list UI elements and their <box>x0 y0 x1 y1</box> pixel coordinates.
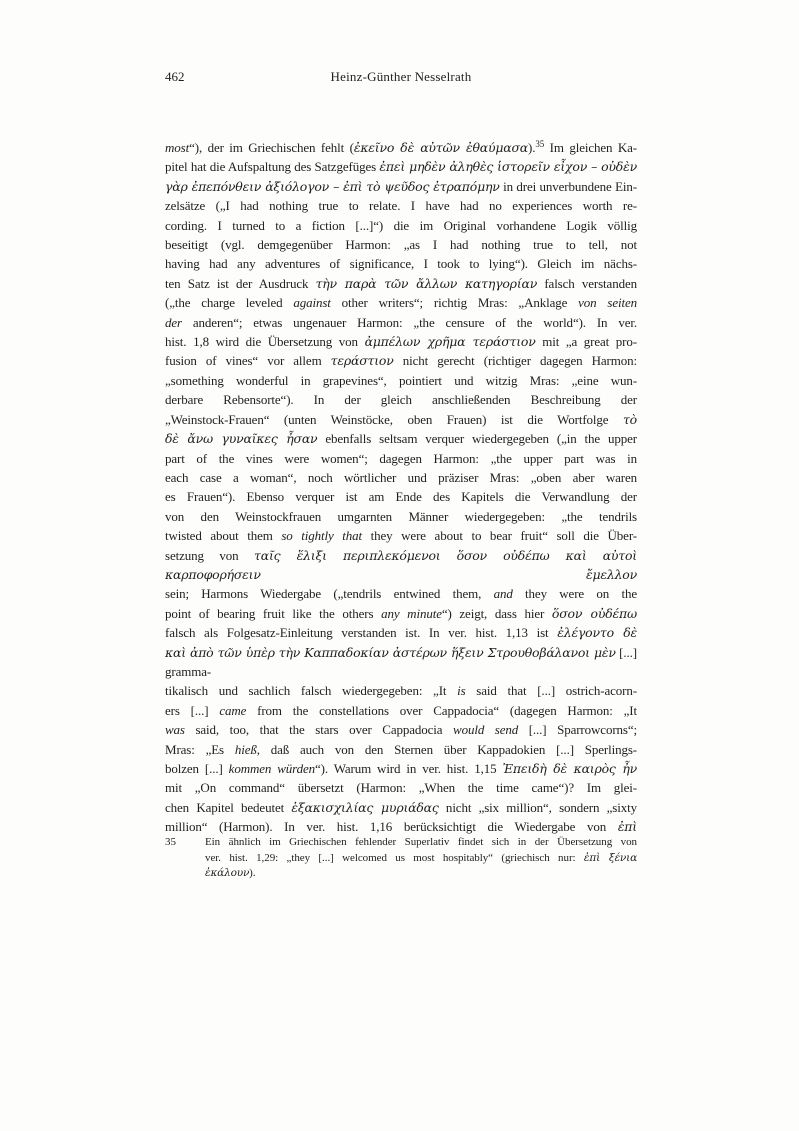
text-line <box>165 468 637 487</box>
plain-text: ebenfalls seltsam verquer wiedergegeben („in the upper <box>317 431 637 447</box>
plain-text: “). Warum wird in ver. hist. 1,15 <box>315 761 503 776</box>
text-line <box>165 332 637 351</box>
plain-text: said that [...] ostrich-acorn- <box>465 683 637 699</box>
plain-text: ver. hist. 1,29: „they [...] welcomed us most hospitably“ (griechisch nur: <box>205 851 584 864</box>
text-line <box>165 701 637 720</box>
plain-text: Mras: „Es <box>165 741 235 757</box>
text-line <box>165 410 637 429</box>
body-text <box>165 138 637 837</box>
plain-text: Ein ähnlich im Griechischen fehlender Superlativ findet sich in der Übersetzung von <box>205 836 637 848</box>
footnote-number: 35 <box>165 836 176 848</box>
greek-text: τὸ <box>622 411 637 427</box>
plain-text: derbare Rebensorte“). In der gleich anschließenden Beschreibung der <box>165 392 637 408</box>
text-line <box>165 584 637 603</box>
plain-text: fusion of vines“ vor allem <box>165 353 331 369</box>
italic-text: was <box>165 722 185 738</box>
text-line <box>165 371 637 390</box>
text-line <box>165 177 637 196</box>
text-line <box>165 254 637 273</box>
text-line <box>205 851 637 867</box>
plain-text: other writers“; richtig Mras: „Anklage <box>330 295 579 311</box>
footnote-ref: 35 <box>535 139 545 149</box>
plain-text: each case a woman“, noch wörtlicher und präziser Mras: „oben aber waren <box>165 469 637 485</box>
italic-text: would send <box>453 722 519 738</box>
text-line <box>165 546 637 585</box>
text-line <box>165 293 637 312</box>
plain-text: ers [...] <box>165 702 220 718</box>
greek-text: τεράστιον <box>330 353 394 369</box>
text-line <box>165 623 637 642</box>
italic-text: kommen würden <box>228 761 316 776</box>
plain-text: twisted about them <box>165 528 282 544</box>
greek-text: ἐκεῖνο δὲ αὐτῶν ἐθαύμασα <box>353 140 529 155</box>
text-line <box>165 429 637 448</box>
text-line <box>165 449 637 468</box>
text-line <box>165 216 637 235</box>
page-header <box>165 69 637 87</box>
plain-text: pitel hat die Aufspaltung des Satzgefüges <box>165 159 380 175</box>
plain-text: chen Kapitel bedeutet <box>165 799 292 815</box>
text-line <box>205 835 637 851</box>
plain-text: ). <box>249 867 256 880</box>
plain-text: „Weinstock-Frauen“ (unten Weinstöcke, oben Frauen) ist die Wortfolge <box>165 411 623 427</box>
greek-text: δὲ ἄνω γυναῖκες ἦσαν <box>165 431 318 447</box>
footnote-block <box>165 835 637 882</box>
text-line <box>165 681 637 700</box>
plain-text: , daß auch von den Sternen über Kappadokien [...] Sperlings- <box>256 741 637 757</box>
text-line <box>205 866 637 882</box>
plain-text: falsch verstanden <box>537 275 637 291</box>
italic-text: is <box>457 683 466 699</box>
plain-text: in drei unverbundene Ein- <box>499 178 637 194</box>
text-line <box>165 274 637 293</box>
italic-text: against <box>293 295 331 311</box>
text-line <box>165 643 637 682</box>
greek-text: ἐλέγοντο δὲ <box>557 625 637 641</box>
footnote-text <box>205 835 637 882</box>
running-head: Heinz-Günther Nesselrath <box>330 69 472 84</box>
plain-text: es Frauen“). Ebenso verquer ist am Ende des Kapitels die Verwandlung der <box>165 489 637 505</box>
plain-text: ten Satz ist der Ausdruck <box>165 275 316 291</box>
plain-text: tikalisch und sachlich falsch wiedergegeben: „It <box>165 683 458 699</box>
plain-text: point of bearing fruit like the others <box>165 605 382 621</box>
plain-text: [...] gramma- <box>165 644 637 679</box>
plain-text: ). <box>528 140 536 155</box>
plain-text: cording. I turned to a fiction [...]“) die im Original vorhandene Logik völlig <box>165 217 637 233</box>
text-line <box>165 390 637 409</box>
plain-text: anderen“; etwas ungenauer Harmon: „the censure of the world“). In ver. <box>181 314 637 330</box>
greek-text: ἐπὶ <box>617 819 637 835</box>
greek-text: ὅσον οὐδέπω <box>551 605 637 621</box>
greek-text: καὶ ἀπὸ τῶν ὑπὲρ τὴν Καππαδοκίαν ἀστέρων ἥξειν Στρουθοβάλανοι μὲν <box>165 644 616 660</box>
plain-text: said, too, that the stars over Cappadocia <box>184 722 454 738</box>
plain-text: Im gleichen Ka- <box>544 140 637 155</box>
plain-text: falsch als Folgesatz-Einleitung verstanden ist. In ver. hist. 1,13 ist <box>165 625 558 641</box>
text-line <box>165 759 637 778</box>
greek-text: ἀμπέλων χρῆμα τεράστιον <box>364 334 536 350</box>
greek-text: ἐπεὶ μηδὲν ἀληθὲς ἱστορεῖν εἶχον – οὐδὲν <box>379 159 637 175</box>
plain-text: part of the vines were women“; dagegen Harmon: „the upper part was in <box>165 450 637 466</box>
greek-text: ταῖς ἕλιξι περιπλεκόμενοι ὅσον οὐδέπω καὶ αὐτοὶ καρποφορήσειν ἔμελλον <box>165 547 637 582</box>
plain-text: bolzen [...] <box>165 761 229 776</box>
text-line <box>165 196 637 215</box>
greek-text: ἐκάλουν <box>205 867 250 880</box>
plain-text: from the constellations over Cappadocia“ (dagegen Harmon: „It <box>246 702 637 718</box>
plain-text: [...] Sparrowcorns“; <box>518 722 637 738</box>
italic-text: hieß <box>234 741 257 757</box>
plain-text: “) zeigt, dass hier <box>441 605 552 621</box>
italic-text: von seiten <box>578 295 637 311</box>
greek-text: ἑξακισχιλίας μυριάδας <box>291 799 439 815</box>
text-line <box>165 157 637 176</box>
plain-text: nicht gerecht (richtiger dagegen Harmon: <box>393 353 637 369</box>
text-line <box>165 604 637 623</box>
text-line <box>165 740 637 759</box>
text-line <box>165 778 637 797</box>
plain-text: von den Weinstockfrauen umgarnten Männer wiedergegeben: „the tendrils <box>165 508 637 524</box>
text-line <box>165 313 637 332</box>
plain-text: zelsätze („I had nothing true to relate. I have had no experiences worth re- <box>165 198 637 214</box>
greek-text: ἐπὶ ξένια <box>583 851 637 864</box>
text-line <box>165 798 637 817</box>
plain-text: “), der im Griechischen fehlt ( <box>189 140 354 155</box>
greek-text: Ἐπειδὴ δὲ καιρὸς ἦν <box>502 761 637 776</box>
italic-text: and <box>493 586 513 602</box>
text-line <box>165 526 637 545</box>
text-line <box>165 235 637 254</box>
greek-text: τὴν παρὰ τῶν ἄλλων κατηγορίαν <box>315 275 538 291</box>
plain-text: million“ (Harmon). In ver. hist. 1,16 berücksichtigt die Wiedergabe von <box>165 819 618 835</box>
text-line <box>165 720 637 739</box>
plain-text: mit „On command“ übersetzt (Harmon: „When the time came“)? Im glei- <box>165 780 637 796</box>
text-line <box>165 351 637 370</box>
italic-text: most <box>165 140 190 155</box>
plain-text: having had any adventures of significance, I took to lying“). Gleich im nächs- <box>165 256 637 272</box>
text-line <box>165 487 637 506</box>
italic-text: der <box>165 314 182 330</box>
plain-text: setzung von <box>165 547 255 563</box>
plain-text: sein; Harmons Wiedergabe („tendrils entwined them, <box>165 586 494 602</box>
text-line <box>165 507 637 526</box>
plain-text: beseitigt (vgl. demgegenüber Harmon: „as I had nothing true to tell, not <box>165 237 637 253</box>
italic-text: came <box>219 702 247 718</box>
page-number: 462 <box>165 69 185 84</box>
plain-text: they were on the <box>512 586 637 602</box>
greek-text: γὰρ ἐπεπόνθειν ἀξιόλογον – ἐπὶ τὸ ψεῦδος ἐτραπόμην <box>165 178 500 194</box>
plain-text: („the charge leveled <box>165 295 294 311</box>
italic-text: so tightly that <box>281 528 363 544</box>
text-line <box>165 817 637 836</box>
plain-text: nicht „six million“, sondern „sixty <box>438 799 637 815</box>
plain-text: they were about to bear fruit“ soll die Über- <box>362 528 637 544</box>
plain-text: „something wonderful in grapevines“, pointiert und witzig Mras: „eine wun- <box>165 372 637 388</box>
plain-text: mit „a great pro- <box>535 334 637 350</box>
italic-text: any minute <box>381 605 442 621</box>
plain-text: hist. 1,8 wird die Übersetzung von <box>165 334 365 350</box>
text-line <box>165 138 637 157</box>
